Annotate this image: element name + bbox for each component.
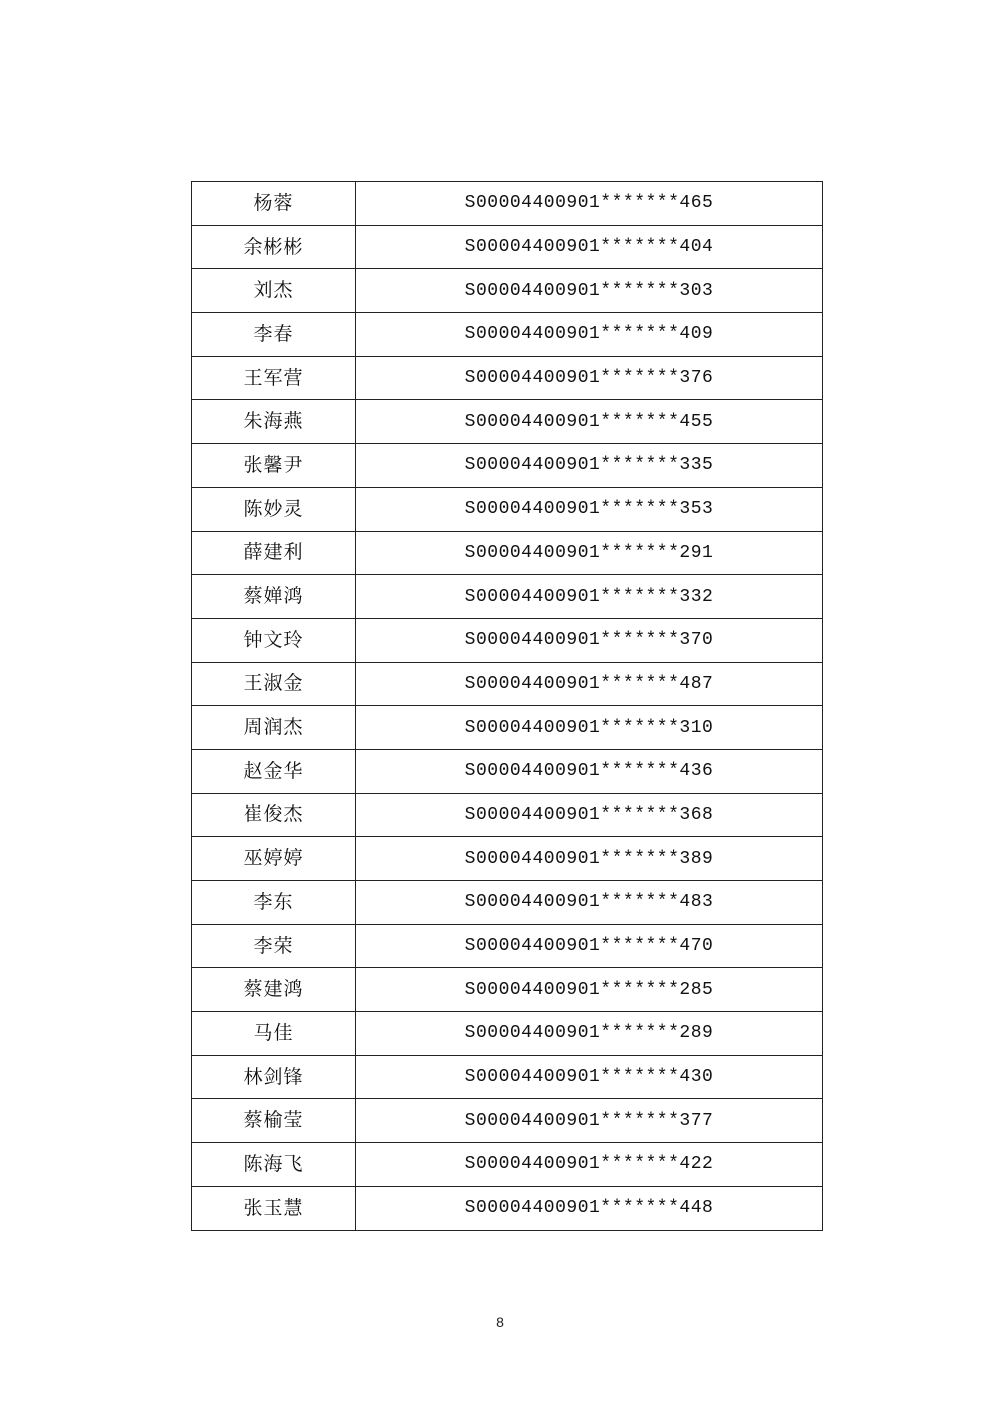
table-row — [192, 182, 823, 226]
name-cell: 崔俊杰 — [192, 793, 356, 837]
table-row — [192, 618, 823, 662]
name-cell: 张玉慧 — [192, 1186, 356, 1230]
table-row — [192, 1012, 823, 1056]
table-row — [192, 444, 823, 488]
table-row — [192, 749, 823, 793]
id-cell: S00004400901*******285 — [356, 968, 823, 1012]
id-cell: S00004400901*******376 — [356, 356, 823, 400]
name-cell: 王军营 — [192, 356, 356, 400]
table-row — [192, 924, 823, 968]
name-cell: 蔡婵鸿 — [192, 575, 356, 619]
name-cell: 蔡榆莹 — [192, 1099, 356, 1143]
id-cell: S00004400901*******291 — [356, 531, 823, 575]
id-cell: S00004400901*******389 — [356, 837, 823, 881]
table-row — [192, 881, 823, 925]
name-cell: 张馨尹 — [192, 444, 356, 488]
id-cell: S00004400901*******465 — [356, 182, 823, 226]
id-cell: S00004400901*******483 — [356, 881, 823, 925]
name-cell: 陈妙灵 — [192, 487, 356, 531]
table-row — [192, 313, 823, 357]
id-cell: S00004400901*******289 — [356, 1012, 823, 1056]
id-cell: S00004400901*******368 — [356, 793, 823, 837]
id-cell: S00004400901*******377 — [356, 1099, 823, 1143]
table-row — [192, 662, 823, 706]
name-cell: 薛建利 — [192, 531, 356, 575]
table-row — [192, 225, 823, 269]
name-cell: 周润杰 — [192, 706, 356, 750]
id-cell: S00004400901*******436 — [356, 749, 823, 793]
name-cell: 杨蓉 — [192, 182, 356, 226]
name-cell: 林剑锋 — [192, 1055, 356, 1099]
name-cell: 马佳 — [192, 1012, 356, 1056]
id-cell: S00004400901*******470 — [356, 924, 823, 968]
id-cell: S00004400901*******404 — [356, 225, 823, 269]
table-row — [192, 793, 823, 837]
table-row — [192, 1143, 823, 1187]
table-row — [192, 706, 823, 750]
name-cell: 钟文玲 — [192, 618, 356, 662]
id-cell: S00004400901*******455 — [356, 400, 823, 444]
table-row — [192, 487, 823, 531]
name-cell: 李东 — [192, 881, 356, 925]
table-row — [192, 400, 823, 444]
name-cell: 王淑金 — [192, 662, 356, 706]
table-row — [192, 1055, 823, 1099]
name-cell: 蔡建鸿 — [192, 968, 356, 1012]
id-cell: S00004400901*******303 — [356, 269, 823, 313]
id-cell: S00004400901*******335 — [356, 444, 823, 488]
id-cell: S00004400901*******332 — [356, 575, 823, 619]
table-row — [192, 356, 823, 400]
id-cell: S00004400901*******448 — [356, 1186, 823, 1230]
id-cell: S00004400901*******409 — [356, 313, 823, 357]
name-cell: 赵金华 — [192, 749, 356, 793]
id-cell: S00004400901*******310 — [356, 706, 823, 750]
table-row — [192, 575, 823, 619]
name-cell: 李荣 — [192, 924, 356, 968]
name-cell: 李春 — [192, 313, 356, 357]
table-row — [192, 1099, 823, 1143]
name-cell: 朱海燕 — [192, 400, 356, 444]
name-cell: 刘杰 — [192, 269, 356, 313]
table-row — [192, 1186, 823, 1230]
name-cell: 巫婷婷 — [192, 837, 356, 881]
page-number: 8 — [496, 1314, 504, 1330]
table-row — [192, 837, 823, 881]
id-cell: S00004400901*******487 — [356, 662, 823, 706]
id-cell: S00004400901*******430 — [356, 1055, 823, 1099]
records-table — [191, 181, 823, 1231]
id-cell: S00004400901*******353 — [356, 487, 823, 531]
table-row — [192, 269, 823, 313]
table-row — [192, 531, 823, 575]
id-cell: S00004400901*******422 — [356, 1143, 823, 1187]
name-cell: 余彬彬 — [192, 225, 356, 269]
records-body — [192, 182, 823, 1231]
table-row — [192, 968, 823, 1012]
id-cell: S00004400901*******370 — [356, 618, 823, 662]
name-cell: 陈海飞 — [192, 1143, 356, 1187]
